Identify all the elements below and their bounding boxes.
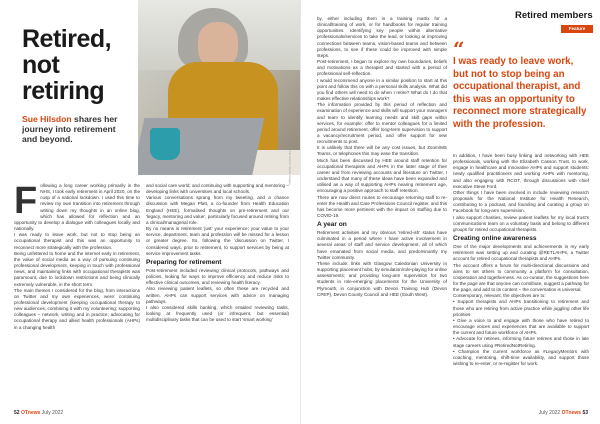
right-page [300, 0, 600, 424]
paragraph: Being unfettered to home and the internet early in retirement, the value of social media as a way of pursuing continuing professional development, keeping in touch with professional news, and maintaining links with occupational therapists was paramount, due to lockdown restrictions and being clinically extremely vulnerable, in the short term. [14, 250, 140, 287]
paragraph: and social care world; and continuing with supporting and mentoring – developing links with universities and local schools. [146, 183, 289, 195]
issue-date: July 2022 [41, 410, 64, 416]
paragraph: Retirement activities and my obvious 'retired-ish' status have culminated in a period where I have active involvement in several areas of staff and service development, all of which have emanated from social media, and predominantly my Twitter community. [317, 230, 447, 260]
left-column-2 [146, 183, 289, 323]
subheading: Preparing for retirement [146, 258, 222, 266]
quote-mark-icon: “ [453, 37, 465, 61]
drop-cap: F [14, 180, 38, 222]
paragraph: By no means is retirement 'just' your experience; your value to your service, department, team and profession will be missed for a lesson or greater degree. So, following the 'discussion on Twitter, I considered ways, prior to retirement, to support services by being at service improvement tasks. [146, 226, 289, 256]
author-name: Sue Hilsdon [22, 114, 72, 124]
paragraph: Post-retirement, I began to explore my own boundaries, beliefs and motivations as a therapist and started with a period of professional self-reflection. [317, 59, 447, 77]
paragraph: I also considered skills banking, which entailed reviewing tasks, looking at frequently used (or infrequent, but essential) multidisciplinary tasks that can be used to start 'smart working' [146, 304, 289, 323]
left-footer [14, 410, 63, 416]
bullet-item: • Advocate for retirees, informing future retirees and those in late stage careers using #RetiredNotRetiring. [453, 336, 589, 348]
paragraph: Other things I have been involved in include reviewing research proposals for the National Institute for Health Research, contributing to a podcast, and founding and curating a group on Facebook for long-arm supervision. [453, 189, 589, 214]
standfirst-text: shares her journey into retirement and beyond. [22, 114, 118, 144]
pull-quote-text: I was ready to leave work, but not to stop being an occupational therapist, and this was an opportunity to reconnect more strategically with the profession. [453, 56, 587, 130]
section-title: Retired members [515, 10, 593, 21]
magazine-brand: OTnews [561, 410, 582, 416]
photo-credit: Yuri Arcurs / Getty Images [288, 150, 292, 185]
bullet-item: • Give a voice to and engage with those who have retired to encourage voices and experiences that are available to support the current and future workforce of AHPs. [453, 317, 589, 336]
paragraph: Much has been discussed by HEE around staff retention for occupational therapists and AHPs in the latter stage of their career and from reviewing accounts and literature on Twitter, I understand that many of these ideas have been expanded and utilised as a way of supporting AHPs nearing retirement age, encouraging a positive approach to staff retention. [317, 157, 447, 194]
paragraph: One of the major developments and achievements in my early retirement was setting up and curating @RETLAHPs, a Twitter account for retired occupational therapists and AHPs. [453, 244, 589, 262]
bullet-item: • Champion the current workforce as #LegacyMentors with coaching, mentoring, shift-time availability, and support those wishing to re-enter, or re-register for work. [453, 348, 589, 366]
paragraph: There are now direct routes to encourage returning staff to re-enter the Health and Care Professions Council register, and this has become more pertinent with the impact on staffing due to COVID-19. [317, 194, 447, 218]
right-column-2 [453, 153, 589, 367]
paragraph: The account offers a forum for multi-directional discussions and aims to set others to community a platform for consultation, cooperation and togetherness. As co-curator, the suggestions here for the page are that anyone can contribute, suggest a pathway for the page, and add to its content – the conversation is universal. [453, 262, 589, 293]
title-block [22, 26, 130, 144]
issue-date: July 2022 [538, 410, 561, 416]
pull-quote [453, 37, 589, 131]
paragraph: Also reviewing patient leaflets, so often these are recycled and written. AHPs can support services with advice on managing pathways. [146, 286, 289, 304]
paragraph: It is unlikely that there will be any cost issues, but Zoom/MS Teams, or telephones this may ease the transition. [317, 145, 447, 157]
paragraph: by, either including them in a training matrix for a clinical/training of work, or for handbooks for regular training opportunities. Identifying key people within alternative professionals/services to take the lead, or looking at improving connections between teams, vision-based teams and between professions, to see if these could be improved with simple steps. [317, 16, 447, 58]
paragraph: Post-retirement included reviewing clinical protocols, pathways and policies, looking for ways to improve efficiency and reduce risks to effective clinical outcomes, and reviewing health literacy. [146, 267, 289, 286]
subheading: Creating online awareness [453, 235, 537, 243]
paragraph: Contemporary, relevant, the objectives are to: [453, 293, 546, 299]
bullet-item: • Support therapists and AHPs transitioning to retirement and those who are retiring from active practice while juggling other life priorities. [453, 299, 589, 317]
paragraph: The information provided by this period of reflection and examination of experience and skills will support your managers and team to identify learning needs and skill gaps within services, for example: offer to mentor colleagues for a limited period around retirement, offer long-term supervision to support a vacancy/recruitment period, and offer support for new recruitments to post. [317, 102, 447, 145]
page-number: 52 [14, 410, 20, 416]
magazine-brand: OTnews [20, 410, 41, 416]
paragraph: I would recommend anyone in a similar position to start at this point and follow this on with a personal skills analysis. What did you find others will need to do when I retire? What do I do that makes effective relationships work? [317, 77, 447, 102]
right-footer [539, 410, 588, 416]
page-number: 53 [582, 410, 588, 416]
article-title: Retired, not retiring [22, 25, 112, 105]
paragraph: These include: links with Glasgow Caledonian University in supporting placement hubs, by simulation/role-playing for online assessments; and providing long-arm supervision for two students in role-emerging placements for the University of Plymouth, in conjunction with Devon Training Hub (Devon CPEP), Devon County Council and HEE (South West). [317, 260, 447, 297]
subheading: A year on [317, 221, 347, 229]
paragraph: In addition, I have been busy linking and networking with HEE professionals, working with the Elizabeth Casson Trust, to work, engage in healthcare and innovative AHPs and support students: newly qualified practitioners and working AHPs with mentoring, and also engaging with RCOT, through discussions with chief executive Steve Ford. [453, 153, 589, 189]
paragraph: I was ready to leave work, but not to stop being an occupational therapist and this was an opportunity to reconnect more strategically with the profession. [14, 232, 140, 250]
feature-tag: Feature [561, 25, 593, 33]
left-column-1 [14, 180, 140, 331]
mug-graphic [150, 128, 180, 160]
feature-photo [138, 0, 300, 175]
paragraph: The main themes I considered for the blog, from interactions on Twitter and my own experiences, were: continuing professional development (keeping occupational therapy to new audiences, combining it with my volunteering; supporting colleagues – network, writing and in practice; advocating for occupational therapy and allied health professionals (AHPs) in a changing health [14, 287, 140, 330]
right-column-1 [317, 16, 447, 298]
paragraph: Various conversations sprang from my tweeting, and a chance discussion with Megan Platt, a co-founder from Health Education England (HEE), formalised thoughts on pre-retirement and our 'legacy, mentoring and value', particularly focused around retiring from a clinical/managerial role. [146, 195, 289, 225]
standfirst [22, 114, 130, 144]
paragraph: I also support charities, review patient leaflets for my local trust's communications team on a voluntary basis and belong to different groups for retired occupational therapists. [453, 214, 589, 232]
paragraph: ollowing a long career working primarily in the NHS, I took early retirement in April 2020, on the cusp of a national lockdown. I used this time to review my own transition into retirement through writing down my thoughts in an online blog, which has allowed for reflection and an opportunity to develop a dialogue with colleagues locally and nationally. [14, 183, 140, 232]
